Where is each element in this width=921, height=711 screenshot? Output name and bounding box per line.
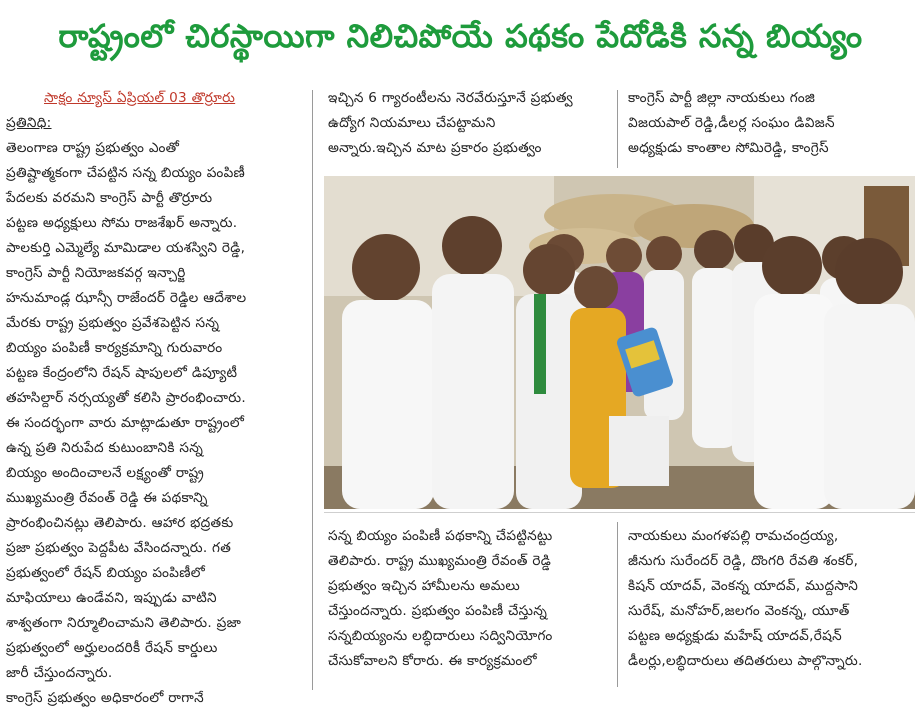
article-line: చేస్తుందన్నారు. ప్రభుత్వం పంపిణీ చేస్తున్న: [328, 603, 548, 619]
article-line: బియ్యం అందించాలనే లక్ష్యంతో రాష్ట్ర: [6, 465, 204, 481]
article-line: పట్టణ అధ్యక్షులు సోమ రాజశేఖర్ అన్నారు.: [6, 215, 238, 231]
article-line: తహసిల్దార్ నర్సయ్యతో కలిసి ప్రారంభించారు.: [6, 390, 246, 406]
article-line: ఈ సందర్భంగా వారు మాట్లాడుతూ రాష్ట్రంలో: [6, 415, 245, 431]
article-line: ప్రతిష్టాత్మకంగా చేపట్టిన సన్న బియ్యం పంపిణీ: [6, 165, 246, 181]
article-column-2-top: [328, 86, 613, 161]
article-line: విజయపాల్ రెడ్డి,డీలర్ల సంఘం డివిజన్: [628, 115, 835, 131]
article-line: పట్టణ అధ్యక్షుడు మహేష్ యాదవ్,రేషన్: [628, 628, 842, 644]
article-line: ప్రభుత్వంలో అర్హులందరికీ రేషన్ కార్డులు: [6, 640, 218, 656]
article-body-col1: [6, 136, 306, 711]
article-line: సన్న బియ్యం పంపిణీ పథకాన్ని చేపట్టినట్టు: [328, 528, 553, 544]
byline: ప్రతినిధి:: [6, 115, 52, 131]
article-line: శాశ్వతంగా నిర్మూలించామని తెలిపారు. ప్రజా: [6, 615, 242, 631]
article-line: ప్రభుత్వంలో రేషన్ బియ్యం పంపిణీలో: [6, 565, 206, 581]
article-line: ప్రభుత్వం ఇచ్చిన హామీలను అమలు: [328, 578, 521, 594]
article-line: కాంగ్రెస్ పార్టీ జిల్లా నాయకులు గంజి: [628, 90, 816, 106]
article-line: డీలర్లు,లబ్ధిదారులు తదితరులు పాల్గొన్నారు.: [628, 653, 863, 669]
article-line: కాంగ్రెస్ ప్రభుత్వం అధికారంలో రాగానే: [6, 690, 204, 706]
photo-illustration: [324, 176, 915, 509]
article-line: తెలిపారు. రాష్ట్ర ముఖ్యమంత్రి రేవంత్ రెడ్డి: [328, 553, 552, 569]
article-line: నాయకులు మంగళపల్లి రామచంద్రయ్య,: [628, 528, 839, 544]
article-line: పట్టణ కేంద్రంలోని రేషన్ షాపులలో డిప్యూటీ: [6, 365, 238, 381]
article-column-3-top: [628, 86, 918, 161]
article-line: ఉద్యోగ నియమాలు చేపట్టామని: [328, 115, 496, 131]
article-column-3-bottom: [628, 524, 918, 674]
article-column-1: [6, 86, 306, 711]
photo-bottom-rule: [324, 512, 915, 513]
article-line: ఇచ్చిన 6 గ్యారంటీలను నెరవేరుస్తూనే ప్రభుత్వ: [328, 90, 573, 106]
column-divider: [617, 522, 618, 687]
dateline: సాక్షం న్యూస్ ఏప్రియల్ 03 తొర్రూరు: [44, 90, 236, 106]
article-line: జీనుగు సురేందర్ రెడ్డి, దొంగరి రేవతి శంకర్,: [628, 553, 859, 569]
article-line: పాలకుర్తి ఎమ్మెల్యే మామిడాల యశస్విని రెడ్డి,: [6, 240, 246, 256]
article-column-2-bottom: [328, 524, 613, 674]
column-divider: [312, 90, 313, 690]
article-line: ముఖ్యమంత్రి రేవంత్ రెడ్డి ఈ పథకాన్ని: [6, 490, 208, 506]
column-divider: [617, 90, 618, 168]
article-line: ప్రారంభించినట్లు తెలిపారు. ఆహార భద్రతకు: [6, 515, 234, 531]
article-line: చేసుకోవాలని కోరారు. ఈ కార్యక్రమంలో: [328, 653, 537, 669]
article-line: తెలంగాణ రాష్ట్ర ప్రభుత్వం ఎంతో: [6, 140, 180, 156]
news-photo: [324, 176, 915, 509]
article-line: సన్నబియ్యంను లబ్ధిదారులు సద్వినియోగం: [328, 628, 553, 644]
article-line: కాంగ్రెస్ పార్టీ నియోజకవర్గ ఇన్చార్జి: [6, 265, 186, 281]
article-line: సురేష్, మనోహర్,జలగం వెంకన్న, యూత్: [628, 603, 850, 619]
article-line: మాఫియాలు ఉండేవని, ఇప్పుడు వాటిని: [6, 590, 217, 606]
headline: రాష్ట్రంలో చిరస్థాయిగా నిలిచిపోయే పథకం పేదోడికి సన్న బియ్యం: [58, 17, 863, 55]
article-line: ప్రజా ప్రభుత్వం పెద్దపీట వేసిందన్నారు. గత: [6, 540, 232, 556]
article-line: కిషన్ యాదవ్, వెంకన్న యాదవ్, ముద్దసాని: [628, 578, 859, 594]
article-line: హనుమాండ్ల ఝాన్సీ రాజేందర్ రెడ్డిల ఆదేశాల: [6, 290, 247, 306]
article-line: బియ్యం పంపిణీ కార్యక్రమాన్ని గురువారం: [6, 340, 223, 356]
article-line: అధ్యక్షుడు కాంతాల సోమిరెడ్డి, కాంగ్రెస్: [628, 140, 829, 156]
article-line: ఉన్న ప్రతి నిరుపేద కుటుంబానికి సన్న: [6, 440, 204, 456]
article-line: పేదలకు వరమని కాంగ్రెస్ పార్టీ తొర్రూరు: [6, 190, 213, 206]
article-line: జారీ చేస్తుందన్నారు.: [6, 665, 113, 681]
article-line: మేరకు రాష్ట్ర ప్రభుత్వం ప్రవేశపెట్టిన సన్న: [6, 315, 220, 331]
article-line: అన్నారు.ఇచ్చిన మాట ప్రకారం ప్రభుత్వం: [328, 140, 542, 156]
